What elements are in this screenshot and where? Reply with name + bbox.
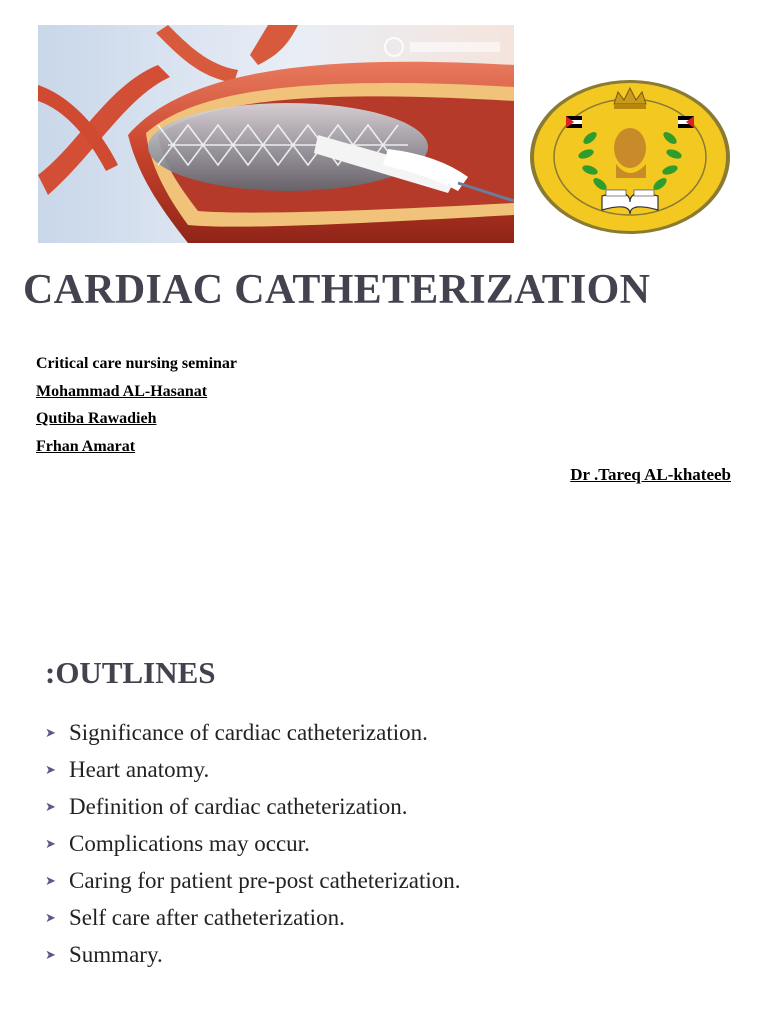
list-item-text: Significance of cardiac catheterization. [69,719,428,745]
stent-catheter-image [38,25,514,243]
list-item-text: Caring for patient pre-post catheterization. [69,867,461,893]
presenter-name: Frhan Amarat [36,437,136,455]
arrow-bullet-icon: ➤ [45,909,56,925]
university-seal-logo [528,78,733,236]
list-item [45,751,460,788]
list-item [45,862,460,899]
list-item-text: Heart anatomy. [69,756,210,782]
arrow-bullet-icon: ➤ [45,724,56,740]
list-item-text: Self care after catheterization. [69,904,345,930]
arrow-bullet-icon: ➤ [45,798,56,814]
presenter-name: Mohammad AL-Hasanat [36,382,208,400]
arrow-bullet-icon: ➤ [45,761,56,777]
list-item-text: Definition of cardiac catheterization. [69,793,408,819]
list-item [45,788,460,825]
outline-title: :OUTLINES [45,655,216,690]
outline-list [45,714,460,973]
seminar-label: Critical care nursing seminar [36,355,238,372]
arrow-bullet-icon: ➤ [45,835,56,851]
list-item [45,899,460,936]
slide-title: CARDIAC CATHETERIZATION [23,267,651,313]
presenter-name: Qutiba Rawadieh [36,410,157,427]
list-item [45,825,460,862]
list-item-text: Complications may occur. [69,830,310,856]
arrow-bullet-icon: ➤ [45,872,56,888]
list-item [45,714,460,751]
seminar-info [36,353,436,463]
list-item [45,936,460,973]
list-item-text: Summary. [69,941,163,967]
arrow-bullet-icon: ➤ [45,946,56,962]
supervisor-name: Dr .Tareq AL-khateeb [570,465,731,484]
